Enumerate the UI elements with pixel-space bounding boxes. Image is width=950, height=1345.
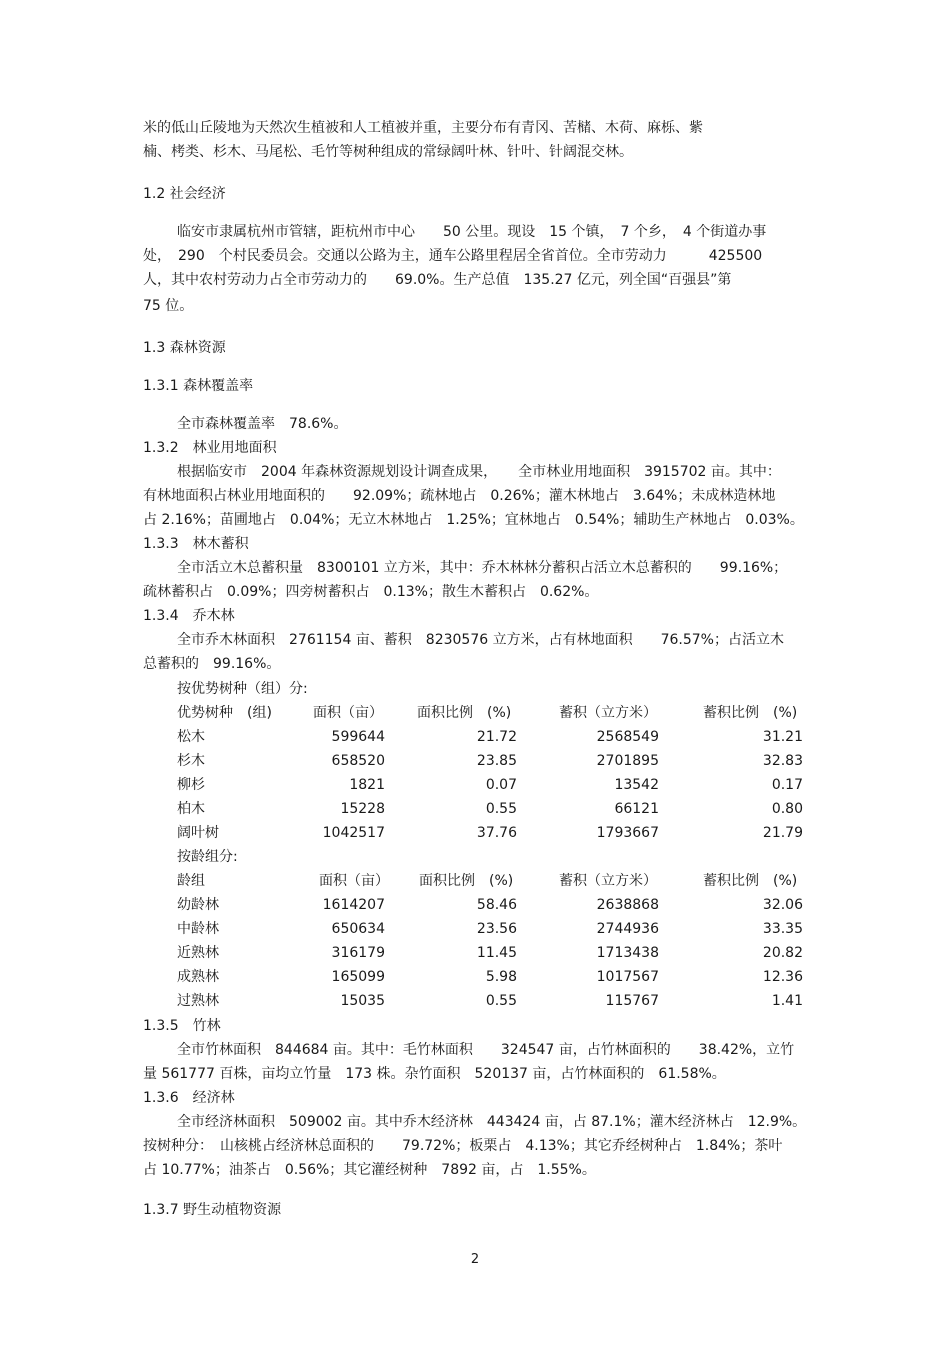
table-caption: 按优势树种（组）分: [177, 681, 308, 697]
table-row [177, 990, 807, 1012]
table-cell: 12.36 [762, 969, 803, 985]
table-cell: 5.98 [485, 969, 517, 985]
p-1-3-6-line-2: 按树种分： 山核桃占经济林总面积的 79.72%；板栗占 4.13%；其它乔经树种占 1.84%；茶叶 [143, 1138, 783, 1154]
column-header: 蓄积比例 (%) [703, 873, 798, 889]
table-cell: 过熟林 [177, 993, 219, 1009]
table-cell: 0.80 [771, 801, 803, 817]
column-header: 面积（亩） [313, 705, 383, 721]
table-cell: 316179 [331, 945, 385, 961]
table-cell: 0.55 [485, 801, 517, 817]
table-cell: 松木 [177, 729, 205, 745]
table-row [177, 726, 807, 748]
table-cell: 1042517 [322, 825, 385, 841]
heading-1-3: 1.3 森林资源 [143, 340, 226, 356]
age-table-caption [177, 846, 807, 868]
table-row [177, 750, 807, 772]
table-cell: 幼龄林 [177, 897, 219, 913]
table-cell: 1.41 [771, 993, 803, 1009]
table-caption: 按龄组分: [177, 849, 238, 865]
species-table-caption [177, 678, 807, 700]
column-header: 蓄积（立方米） [559, 705, 657, 721]
p-1-3-2-line-2: 有林地面积占林业用地面积的 92.09%；疏林地占 0.26%；灌木林地占 3.64%；未成林造林地 [143, 488, 776, 504]
p-1-2-line-3: 人，其中农村劳动力占全市劳动力的 69.0%。生产总值 135.27 亿元，列全国“百强县”第 [143, 272, 732, 288]
table-cell: 1793667 [596, 825, 659, 841]
column-header: 蓄积比例 (%) [703, 705, 798, 721]
heading-1-3-7: 1.3.7 野生动植物资源 [143, 1202, 282, 1218]
p-1-3-3-line-2: 疏林蓄积占 0.09%；四旁树蓄积占 0.13%；散生木蓄积占 0.62%。 [143, 584, 599, 600]
p-1-3-1: 全市森林覆盖率 78.6%。 [177, 416, 348, 432]
table-cell: 23.56 [476, 921, 517, 937]
p-1-3-4-line-2: 总蓄积的 99.16%。 [143, 656, 281, 672]
table-cell: 近熟林 [177, 945, 219, 961]
p-1-3-4-line-1: 全市乔木林面积 2761154 亩、蓄积 8230576 立方米，占有林地面积 76.57%；占活立木 [177, 632, 784, 648]
table-header-row [177, 702, 807, 724]
table-cell: 柳杉 [177, 777, 205, 793]
p-1-3-2-line-1: 根据临安市 2004 年森林资源规划设计调查成果， 全市林业用地面积 3915702 亩。其中： [177, 464, 781, 480]
table-cell: 1614207 [322, 897, 385, 913]
table-cell: 31.21 [762, 729, 803, 745]
table-row [177, 942, 807, 964]
table-cell: 21.79 [762, 825, 803, 841]
p-1-2-line-2: 处， 290 个村民委员会。交通以公路为主，通车公路里程居全省首位。全市劳动力 425500 [143, 248, 763, 264]
table-cell: 中龄林 [177, 921, 219, 937]
table-cell: 2638868 [596, 897, 659, 913]
table-cell: 650634 [331, 921, 385, 937]
table-cell: 21.72 [476, 729, 517, 745]
table-cell: 2568549 [596, 729, 659, 745]
heading-1-3-3: 1.3.3 林木蓄积 [143, 536, 249, 552]
heading-1-3-2: 1.3.2 林业用地面积 [143, 440, 277, 456]
table-cell: 2701895 [596, 753, 659, 769]
heading-1-3-5: 1.3.5 竹林 [143, 1018, 221, 1034]
table-cell: 32.06 [762, 897, 803, 913]
table-row [177, 822, 807, 844]
table-cell: 15035 [340, 993, 385, 1009]
page-number: 2 [470, 1252, 480, 1267]
heading-1-2: 1.2 社会经济 [143, 186, 226, 202]
intro-line-2: 楠、栲类、杉木、马尾松、毛竹等树种组成的常绿阔叶林、针叶、针阔混交林。 [143, 144, 633, 160]
table-row [177, 774, 807, 796]
table-cell: 1017567 [596, 969, 659, 985]
p-1-3-6-line-3: 占 10.77%；油茶占 0.56%；其它灌经树种 7892 亩，占 1.55%。 [143, 1162, 596, 1178]
table-cell: 0.17 [771, 777, 803, 793]
column-header: 面积比例 (%) [419, 873, 514, 889]
table-cell: 165099 [331, 969, 385, 985]
table-row [177, 966, 807, 988]
table-cell: 658520 [331, 753, 385, 769]
column-header: 面积比例 (%) [417, 705, 512, 721]
table-cell: 成熟林 [177, 969, 219, 985]
table-cell: 599644 [331, 729, 385, 745]
p-1-3-5-line-1: 全市竹林面积 844684 亩。其中：毛竹林面积 324547 亩，占竹林面积的 38.42%，立竹 [177, 1042, 795, 1058]
p-1-3-5-line-2: 量 561777 百株，亩均立竹量 173 株。杂竹面积 520137 亩，占竹林面积的 61.58%。 [143, 1066, 726, 1082]
column-header: 龄组 [177, 873, 205, 889]
table-cell: 33.35 [762, 921, 803, 937]
table-cell: 58.46 [476, 897, 517, 913]
table-cell: 1821 [349, 777, 385, 793]
table-cell: 0.55 [485, 993, 517, 1009]
heading-1-3-6: 1.3.6 经济林 [143, 1090, 235, 1106]
table-cell: 37.76 [476, 825, 517, 841]
table-row [177, 918, 807, 940]
table-cell: 23.85 [476, 753, 517, 769]
table-row [177, 894, 807, 916]
table-cell: 1713438 [596, 945, 659, 961]
table-cell: 阔叶树 [177, 825, 219, 841]
table-cell: 柏木 [177, 801, 205, 817]
table-cell: 32.83 [762, 753, 803, 769]
p-1-3-2-line-3: 占 2.16%；苗圃地占 0.04%；无立木林地占 1.25%；宜林地占 0.54%；辅助生产林地占 0.03%。 [143, 512, 804, 528]
p-1-2-line-1: 临安市隶属杭州市管辖，距杭州市中心 50 公里。现设 15 个镇， 7 个乡， 4 个街道办事 [177, 224, 767, 240]
table-cell: 0.07 [485, 777, 517, 793]
column-header: 蓄积（立方米） [559, 873, 657, 889]
column-header: 优势树种 (组) [177, 705, 272, 721]
table-cell: 13542 [614, 777, 659, 793]
table-cell: 66121 [614, 801, 659, 817]
heading-1-3-4: 1.3.4 乔木林 [143, 608, 235, 624]
p-1-3-6-line-1: 全市经济林面积 509002 亩。其中乔木经济林 443424 亩，占 87.1%；灌木经济林占 12.9%。 [177, 1114, 807, 1130]
intro-line-1: 米的低山丘陵地为天然次生植被和人工植被并重，主要分布有青冈、苦槠、木荷、麻栎、紫 [143, 120, 703, 136]
table-cell: 20.82 [762, 945, 803, 961]
p-1-2-line-4: 75 位。 [143, 298, 194, 314]
table-cell: 115767 [605, 993, 659, 1009]
table-cell: 杉木 [177, 753, 205, 769]
column-header: 面积（亩） [319, 873, 389, 889]
table-cell: 2744936 [596, 921, 659, 937]
heading-1-3-1: 1.3.1 森林覆盖率 [143, 378, 254, 394]
p-1-3-3-line-1: 全市活立木总蓄积量 8300101 立方米，其中：乔木林林分蓄积占活立木总蓄积的 99.16%； [177, 560, 788, 576]
table-header-row [177, 870, 807, 892]
table-cell: 15228 [340, 801, 385, 817]
table-row [177, 798, 807, 820]
table-cell: 11.45 [476, 945, 517, 961]
